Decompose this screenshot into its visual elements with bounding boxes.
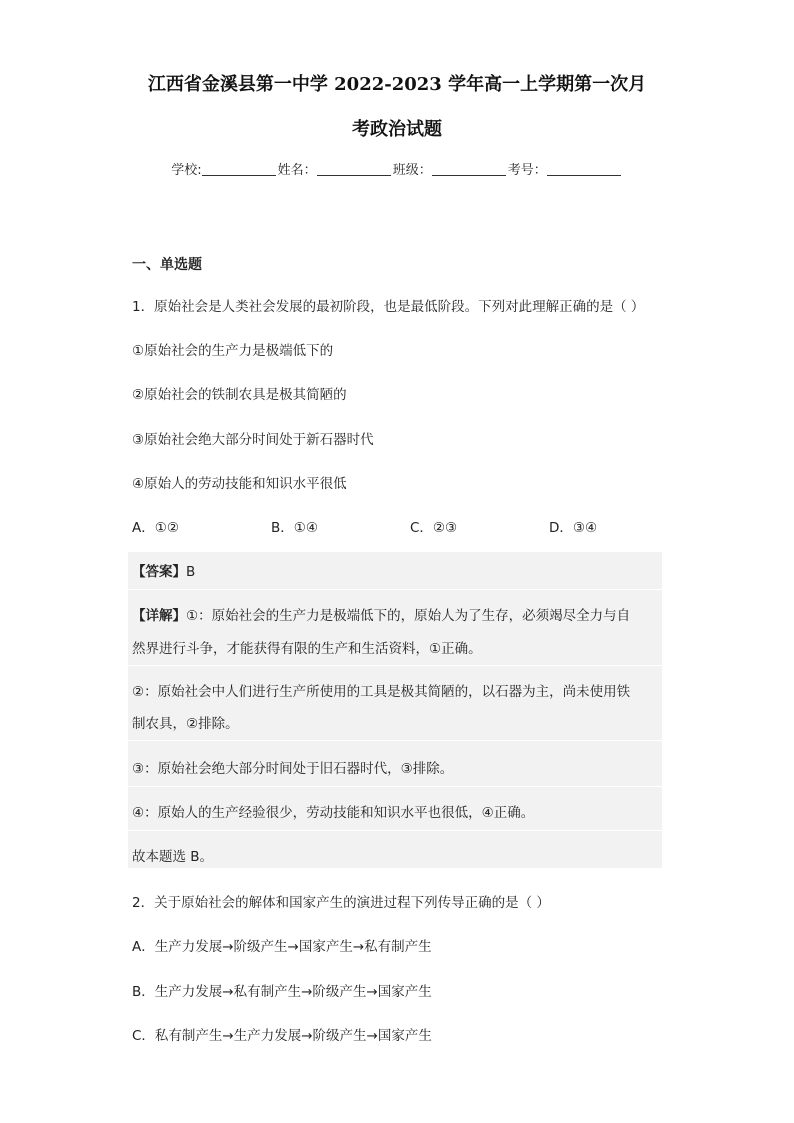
student-info-row bbox=[0, 159, 794, 178]
question-1-statement-4: ④原始人的劳动技能和知识水平很低 bbox=[132, 476, 347, 492]
detail-line-4: 制农具，②排除。 bbox=[132, 716, 239, 732]
answer-label: 【答案】 bbox=[132, 564, 186, 580]
question-2-option-a[interactable]: A．生产力发展→阶级产生→国家产生→私有制产生 bbox=[132, 939, 432, 955]
class-label: 班级： bbox=[392, 163, 432, 178]
school-blank[interactable] bbox=[202, 161, 276, 176]
question-2-stem: 2．关于原始社会的解体和国家产生的演进过程下列传导正确的是（ ） bbox=[132, 895, 550, 911]
answer-explanation-box bbox=[128, 552, 662, 868]
detail-text-1: ①：原始社会的生产力是极端低下的，原始人为了生存，必须竭尽全力与自 bbox=[186, 608, 631, 624]
detail-line-7: 故本题选 B。 bbox=[132, 849, 214, 865]
question-2-option-b[interactable]: B．生产力发展→私有制产生→阶级产生→国家产生 bbox=[132, 984, 432, 1000]
question-1-statement-2: ②原始社会的铁制农具是极其简陋的 bbox=[132, 387, 347, 403]
detail-line-5: ③：原始社会绝大部分时间处于旧石器时代，③排除。 bbox=[132, 761, 454, 777]
class-blank[interactable] bbox=[432, 161, 506, 176]
name-blank[interactable] bbox=[317, 161, 391, 176]
question-1-stem: 1．原始社会是人类社会发展的最初阶段，也是最低阶段。下列对此理解正确的是（ ） bbox=[132, 299, 645, 315]
answer-value: B bbox=[186, 564, 196, 580]
option-c[interactable]: C．②③ bbox=[410, 520, 458, 536]
detail-divider-2 bbox=[128, 740, 662, 741]
detail-divider-3 bbox=[128, 786, 662, 787]
detail-line-1 bbox=[132, 604, 630, 624]
number-blank[interactable] bbox=[547, 161, 621, 176]
answer-line bbox=[132, 560, 195, 580]
question-1-options bbox=[132, 516, 652, 536]
question-2-option-c[interactable]: C．私有制产生→生产力发展→阶级产生→国家产生 bbox=[132, 1028, 432, 1044]
number-label: 考号： bbox=[507, 163, 547, 178]
answer-divider bbox=[128, 589, 662, 590]
option-b[interactable]: B．①④ bbox=[271, 520, 318, 536]
name-label: 姓名： bbox=[277, 163, 317, 178]
option-d[interactable]: D．③④ bbox=[549, 520, 598, 536]
detail-line-2: 然界进行斗争，才能获得有限的生产和生活资料，①正确。 bbox=[132, 641, 482, 657]
exam-title-line-2: 考政治试题 bbox=[352, 119, 442, 140]
detail-divider-4 bbox=[128, 830, 662, 831]
exam-title-line-1: 江西省金溪县第一中学 2022-2023 学年高一上学期第一次月 bbox=[147, 74, 647, 95]
detail-divider-1 bbox=[128, 665, 662, 666]
detail-line-6: ④：原始人的生产经验很少，劳动技能和知识水平也很低，④正确。 bbox=[132, 805, 535, 821]
question-1-statement-1: ①原始社会的生产力是极端低下的 bbox=[132, 343, 334, 359]
section-heading: 一、单选题 bbox=[132, 257, 202, 273]
question-1-statement-3: ③原始社会绝大部分时间处于新石器时代 bbox=[132, 432, 374, 448]
detail-line-3: ②：原始社会中人们进行生产所使用的工具是极其简陋的，以石器为主，尚未使用铁 bbox=[132, 684, 631, 700]
detail-label: 【详解】 bbox=[132, 608, 186, 624]
school-label: 学校: bbox=[171, 163, 202, 178]
option-a[interactable]: A．①② bbox=[132, 520, 179, 536]
